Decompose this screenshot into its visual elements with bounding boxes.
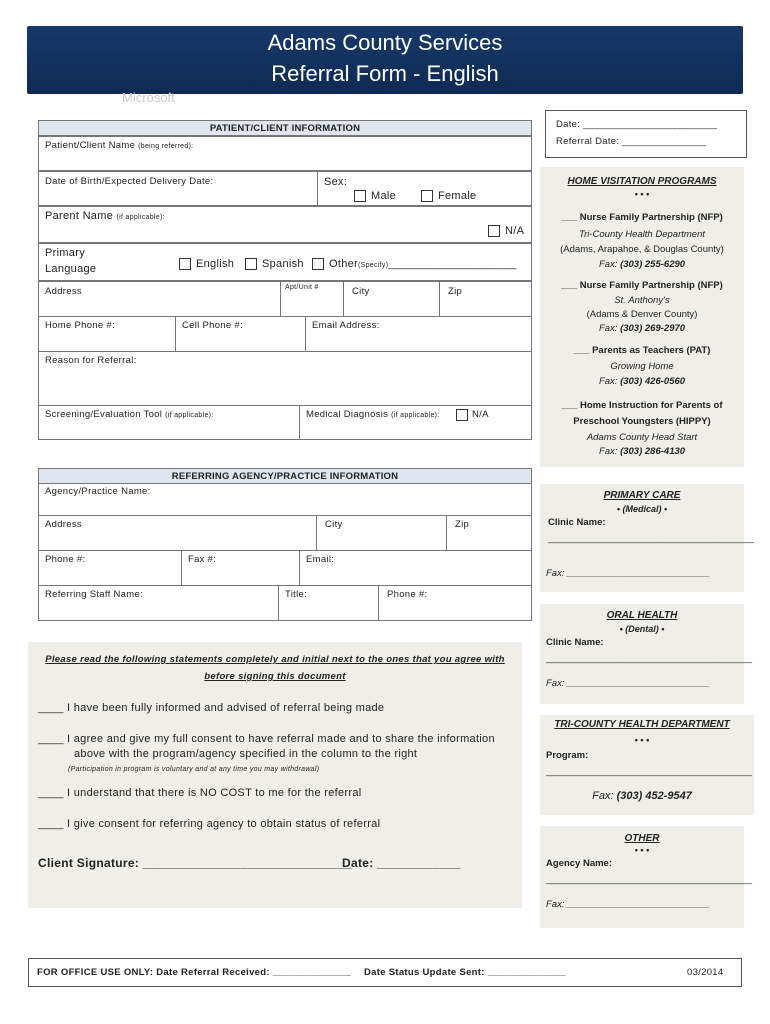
sex-label: Sex:	[324, 176, 348, 188]
diagnosis-na-checkbox[interactable]	[456, 409, 468, 421]
date-status-update-field[interactable]: Date Status Update Sent: ______________	[364, 967, 566, 978]
patient-section-header: PATIENT/CLIENT INFORMATION	[38, 120, 532, 136]
staff-name-cell[interactable]: Referring Staff Name:	[38, 585, 279, 621]
home-visitation-box: HOME VISITATION PROGRAMS • • • ___ Nurse Family Partnership (NFP) Tri-County Health Department (Adams, Arapahoe, & Douglas County) Fax: (303) 255-6290 ___ Nurse Family Partnership (NFP) St. Anthony's (Adams & Denver County) Fax: (303) 269-2970 ___ Parents as Teachers (PAT) Growing Home Fax: (303) 426-0560 ___ Home Instruction for Parents of Preschool Youngsters (HIPPY) Adams County Head Start Fax: (303) 286-4130	[540, 167, 744, 467]
office-use-footer	[28, 958, 742, 987]
male-checkbox[interactable]	[354, 190, 366, 202]
program-pat[interactable]: ___ Parents as Teachers (PAT)	[573, 345, 711, 356]
primary-care-clinic-field[interactable]: _______________________________________	[548, 533, 755, 544]
agency-fax-cell[interactable]: Fax #:	[181, 550, 300, 586]
initial-blank-4[interactable]: ____	[38, 818, 64, 830]
staff-phone-cell[interactable]: Phone #:	[378, 585, 532, 621]
diagnosis-cell[interactable]: Medical Diagnosis (if applicable): N/A	[299, 405, 532, 440]
program-nfp-st-anthonys[interactable]: ___ Nurse Family Partnership (NFP)	[561, 280, 723, 291]
consent-section: Please read the following statements completely and initial next to the ones that you agree with before signing this document ____ I have been fully informed and advised of referral being made ____ I agree and give my full consent to have referral made and to share the information above with the program/agency specified in the column to the right (Participation in program is voluntary and at any time you may withdrawal) ____ I understand that there is NO COST to me for the referral ____ I give consent for referring agency to obtain status of referral Client Signature: ______________________________ Date: ____________	[28, 642, 522, 908]
home-phone-cell[interactable]: Home Phone #:	[38, 316, 176, 352]
form-title-line1: Adams County Services	[267, 30, 503, 55]
zip-cell[interactable]: Zip	[439, 281, 532, 317]
agency-email-cell[interactable]: Email:	[299, 550, 532, 586]
sex-cell: Sex: Male Female	[317, 171, 532, 206]
english-checkbox[interactable]	[179, 258, 191, 270]
initial-blank-1[interactable]: ____	[38, 702, 64, 714]
other-fax-field[interactable]: Fax: ___________________________	[546, 899, 710, 910]
referral-date-field[interactable]: Referral Date: _______________	[556, 136, 707, 147]
patient-name-cell[interactable]: Patient/Client Name (being referred):	[38, 136, 532, 171]
dob-label: Date of Birth/Expected Delivery Date:	[45, 176, 214, 187]
initial-blank-2[interactable]: ____	[38, 733, 64, 745]
tri-county-box: TRI-COUNTY HEALTH DEPARTMENT • • • Program: _______________________________________ Fax: (303) 452-9547	[540, 715, 754, 815]
other-agency-name-field[interactable]: _______________________________________	[546, 874, 753, 885]
primary-care-title: PRIMARY CARE	[603, 490, 681, 501]
address-cell[interactable]: Address	[38, 281, 281, 317]
apt-cell[interactable]: Apt/Unit #	[280, 281, 344, 317]
oral-health-title: ORAL HEALTH	[606, 610, 678, 621]
agency-section-header: REFERRING AGENCY/PRACTICE INFORMATION	[38, 468, 532, 484]
initial-blank-3[interactable]: ____	[38, 787, 64, 799]
other-agency-box: OTHER • • • Agency Name: _______________________________________ Fax: ___________________________	[540, 826, 744, 928]
agency-city-cell[interactable]: City	[316, 515, 447, 551]
email-cell[interactable]: Email Address:	[305, 316, 532, 352]
agency-phone-cell[interactable]: Phone #:	[38, 550, 182, 586]
program-hippy[interactable]: ___ Home Instruction for Parents of	[561, 400, 723, 411]
reason-cell[interactable]: Reason for Referral:	[38, 351, 532, 406]
agency-name-cell[interactable]: Agency/Practice Name:	[38, 483, 532, 516]
tri-county-title: TRI-COUNTY HEALTH DEPARTMENT	[554, 719, 730, 730]
date-referral-received-field[interactable]: FOR OFFICE USE ONLY: Date Referral Received: ______________	[37, 967, 351, 978]
oral-health-fax-field[interactable]: Fax: ___________________________	[546, 678, 710, 689]
primary-care-fax-field[interactable]: Fax: ___________________________	[546, 568, 710, 579]
parent-na-checkbox[interactable]	[488, 225, 500, 237]
screening-cell[interactable]: Screening/Evaluation Tool (if applicable):	[38, 405, 300, 440]
agency-address-cell[interactable]: Address	[38, 515, 317, 551]
date-field[interactable]: Date: ________________________	[556, 119, 718, 130]
date-box	[545, 110, 747, 158]
cell-phone-cell[interactable]: Cell Phone #:	[175, 316, 306, 352]
language-cell: Primary Language English Spanish Other(Specify)____________________	[38, 243, 532, 281]
city-cell[interactable]: City	[343, 281, 440, 317]
consent-intro-line1: Please read the following statements completely and initial next to the ones that you agree with	[45, 654, 505, 665]
patient-name-label: Patient/Client Name	[45, 140, 136, 151]
client-signature-field[interactable]: Client Signature: ______________________________	[38, 856, 352, 870]
parent-name-cell[interactable]: Parent Name (if applicable): N/A	[38, 206, 532, 243]
watermark: Microsoft	[122, 90, 175, 105]
title-banner	[27, 26, 743, 94]
oral-health-clinic-field[interactable]: _______________________________________	[546, 653, 753, 664]
program-nfp-tchd[interactable]: ___ Nurse Family Partnership (NFP)	[561, 212, 723, 223]
female-checkbox[interactable]	[421, 190, 433, 202]
form-version: 03/2014	[687, 967, 724, 978]
other-language-checkbox[interactable]	[312, 258, 324, 270]
staff-title-cell[interactable]: Title:	[278, 585, 379, 621]
other-title: OTHER	[624, 833, 660, 844]
oral-health-box: ORAL HEALTH • (Dental) • Clinic Name: _______________________________________ Fax: ___________________________	[540, 604, 744, 704]
signature-date-field[interactable]: Date: ____________	[342, 856, 461, 870]
home-visitation-title: HOME VISITATION PROGRAMS	[567, 176, 717, 187]
spanish-checkbox[interactable]	[245, 258, 257, 270]
consent-intro-line2: before signing this document	[204, 671, 346, 682]
primary-care-box: PRIMARY CARE • (Medical) • Clinic Name: _______________________________________ Fax: ___________________________	[540, 484, 744, 592]
dob-cell[interactable]	[38, 171, 318, 206]
tri-county-program-field[interactable]: _______________________________________	[546, 766, 753, 777]
form-title-line2: Referral Form - English	[271, 61, 499, 86]
agency-zip-cell[interactable]: Zip	[446, 515, 532, 551]
